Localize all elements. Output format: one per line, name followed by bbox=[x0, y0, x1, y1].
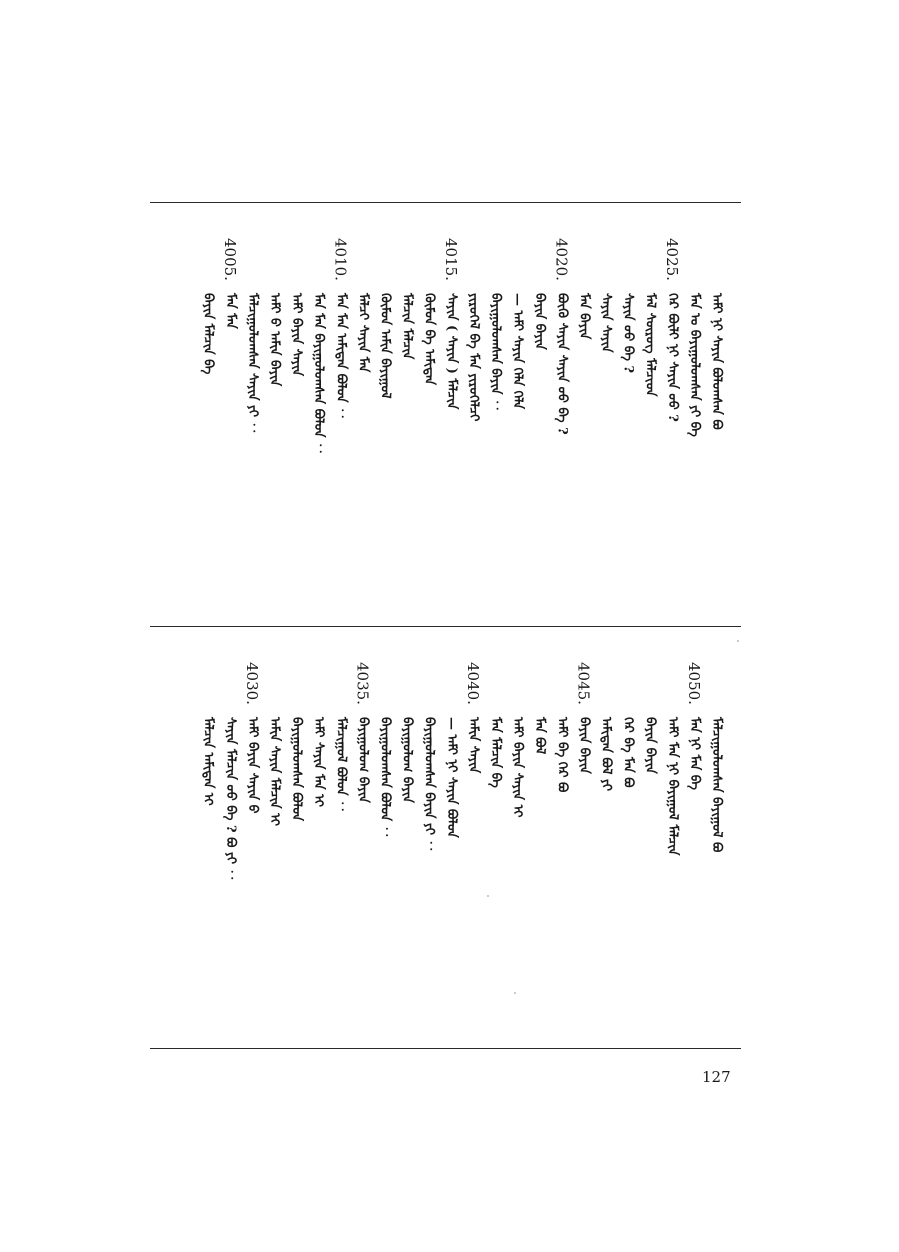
line-number: 4035. bbox=[353, 662, 372, 705]
verse-text: ᠭᠡᠷ ᠪᠠ ᠮᠠᠨ ᠪᠣ bbox=[620, 717, 636, 788]
print-speck bbox=[487, 895, 489, 897]
verse-text: ᠪᠠᠶᠢᠭᠤᠯᠤᠭᠰᠠᠨ ᠪᠣᠯᠤᠨ ︰ bbox=[377, 717, 393, 839]
verse-text: ᠮᠠᠨ ᠪᠣᠯ bbox=[532, 717, 548, 755]
line-number: 4030. bbox=[242, 662, 261, 705]
verse-text: ᠠᠮᠢ ᠮᠠᠨ ᠨᠢ ᠪᠠᠶᠢᠭᠤᠯ ᠮᠠᠯᠴᠢᠨ bbox=[664, 717, 680, 856]
print-speck bbox=[737, 640, 739, 642]
bottom-rule bbox=[150, 1048, 741, 1049]
verse-text: ᠮᠠᠯᠴᠢᠨ ᠮᠠᠯᠴᠢᠨ bbox=[399, 293, 415, 360]
verse-text: ᠮᠠᠨ ᠮᠠᠨ bbox=[222, 293, 238, 329]
verse-text: — ᠠᠮᠢ ᠰᠠᠶᠢᠨ ᠬᠡᠯᠡ ᠬᠡᠯᠡ bbox=[510, 293, 526, 410]
verse-text: — ᠠᠮᠢ ᠨᠢ ᠰᠠᠶᠢᠨ ᠪᠣᠯᠤᠨ bbox=[443, 717, 459, 838]
verse-text: ᠪᠠᠶᠢᠭᠤᠯᠤᠭ ᠪᠠᠶᠢᠨ bbox=[355, 717, 371, 803]
verse-text: ᠠᠮᠢ ᠰᠠᠶᠢᠨ ᠮᠠᠨ ᠢ bbox=[311, 717, 327, 808]
verse-text: ᠠᠮᠢ ᠪᠠ ᠭᠡᠷ ᠪᠣ bbox=[554, 717, 570, 793]
line-number: 4010. bbox=[331, 238, 350, 281]
verse-text: ᠬᠦᠮᠦᠨ ᠠᠮᠢᠨ ᠪᠠᠶᠢᠭᠤᠯ bbox=[377, 293, 393, 399]
top-rule bbox=[150, 202, 741, 203]
line-number: 4025. bbox=[662, 238, 681, 281]
verse-text: ᠠᠮᠢ ᠪᠠᠶᠢᠨ ᠰᠠᠶᠢᠨ ᠪ bbox=[244, 717, 260, 814]
verse-text: ᠮᠠᠯᠴᠢᠭᠤᠯᠤᠭᠰᠠᠨ ᠰᠠᠶᠢᠨ ᠶᠢ ︰ bbox=[244, 293, 260, 435]
verse-text: ᠪᠠᠶᠢᠨ ᠪᠠᠶᠢᠨ bbox=[532, 293, 548, 350]
verse-text: ᠠᠮᠢ ᠪ ᠠᠮᠢᠨ ᠪᠠᠶᠢᠨ bbox=[267, 293, 282, 387]
verse-text: ᠰᠠᠶᠢᠨ ᠤᠤ ᠪᠠ ? bbox=[620, 293, 636, 374]
verse-text: ᠮᠠᠨ ᠤ ᠪᠠᠶᠢᠭᠤᠯᠤᠭᠰᠠᠨ ᠶᠢ ᠪᠠ bbox=[686, 293, 702, 437]
verse-text: ᠮᠠᠯᠴᠢᠨ ᠠᠮᠢᠲᠠᠨ ᠢ bbox=[200, 717, 216, 806]
line-number: 4005. bbox=[220, 238, 239, 281]
verse-text: ᠠᠮᠢ ᠪᠠᠶᠢᠨ ᠰᠠᠶᠢᠨ ᠢ bbox=[510, 717, 526, 818]
verse-text: ᠠᠮᠢᠨ ᠰᠠᠶᠢᠨ bbox=[465, 717, 481, 774]
verse-text: ᠠᠮᠢᠨ ᠰᠠᠶᠢᠨ ᠮᠠᠯᠴᠢᠨ ᠢ bbox=[267, 717, 282, 827]
verse-text: ᠪᠦᠬᠦ ᠰᠠᠶᠢᠨ ᠰᠠᠶᠢᠨ ᠤᠤ ᠪᠠ ? bbox=[554, 293, 570, 435]
verse-text: ᠠᠮᠢ ᠨᠢ ᠰᠠᠶᠢᠨ ᠪᠣᠯᠤᠭᠰᠠᠨ ᠪᠣ bbox=[709, 293, 724, 430]
verse-text: ᠪᠠᠶᠢᠭᠤᠯᠤᠭᠰᠠᠨ ᠪᠠᠶᠢᠨ ︰ bbox=[488, 293, 503, 412]
verse-text: ᠮᠠᠯᠴᠢᠭᠤᠯᠤᠭᠰᠠᠨ ᠪᠠᠶᠢᠭᠤᠯ ᠪᠣ bbox=[709, 717, 724, 853]
verse-text: ᠠᠮᠢ ᠪᠠᠶᠢᠨ ᠰᠠᠶᠢᠨ bbox=[289, 293, 305, 377]
line-number: 4050. bbox=[684, 662, 703, 705]
verse-text: ᠮᠠᠨ ᠮᠠᠯᠴᠢᠨ ᠪᠠ bbox=[488, 717, 503, 788]
verse-text: ᠠᠮᠢᠲᠠᠨ ᠪᠣᠯ ᠶᠢ bbox=[598, 717, 614, 791]
verse-text: ᠮᠠᠯᠴᠢ ᠰᠠᠶᠢᠨ ᠮᠠᠨ bbox=[355, 293, 371, 373]
verse-text: ᠪᠠᠶᠢᠨ ᠪᠠᠶᠢᠨ bbox=[642, 717, 658, 774]
verse-text: ᠮᠠᠯ ᠰᠦᠷᠦᠭ ᠮᠠᠯᠴᠢᠳ bbox=[642, 293, 658, 397]
line-number: 4015. bbox=[441, 238, 460, 281]
verse-text: ᠮᠠᠨ ᠮᠠᠨ ᠪᠠᠶᠢᠭᠤᠯᠤᠭᠰᠠᠨ ᠪᠣᠯᠤᠨ ︰ bbox=[311, 293, 327, 455]
verse-text: ᠪᠠᠶᠢᠨ ᠮᠠᠯᠴᠢᠨ ᠪᠠ bbox=[200, 293, 216, 375]
verse-text: ᠮᠠᠯᠴᠢᠭᠤᠯ ᠪᠣᠯᠤᠨ ︰ bbox=[333, 717, 349, 814]
verse-text: ᠪᠠᠶᠢᠭᠤᠯᠤᠭᠰᠠᠨ ᠪᠠᠶᠢᠨ ᠶᠢ ︰ bbox=[421, 717, 437, 853]
verse-text: ᠭᠡᠷ ᠪᠦᠯᠢ ᠨᠢ ᠰᠠᠶᠢᠨ ᠤᠤ ? bbox=[664, 293, 680, 422]
line-number: 4020. bbox=[552, 238, 571, 281]
middle-rule bbox=[150, 626, 741, 627]
verse-text: ᠰᠠᠶᠢᠨ ( ᠰᠠᠶᠢᠨ ) ᠮᠠᠯᠴᠢᠨ bbox=[443, 293, 459, 410]
verse-text: ᠪᠠᠶᠢᠨ ᠪᠠᠶᠢᠨ bbox=[576, 717, 592, 774]
verse-text: ᠪᠠᠶᠢᠭᠤᠯᠤᠭ ᠪᠠᠶᠢᠨ bbox=[399, 717, 415, 803]
line-number: 4045. bbox=[574, 662, 593, 705]
line-number: 4040. bbox=[463, 662, 482, 705]
verse-text: ᠬᠦᠮᠦᠨ ᠪᠠ ᠠᠮᠢᠲᠠᠨ bbox=[421, 293, 437, 386]
verse-text: ᠮᠠᠨ ᠨᠢ ᠮᠠᠨ ᠪᠠ bbox=[686, 717, 702, 790]
verse-text: ᠪᠠᠶᠢᠭᠤᠯᠤᠭᠰᠠᠨ ᠪᠣᠯᠤᠨ bbox=[289, 717, 305, 822]
verse-text: ᠮᠠᠨ ᠪᠠᠶᠢᠨ bbox=[576, 293, 592, 340]
page-number: 127 bbox=[702, 1068, 731, 1086]
print-speck bbox=[514, 992, 516, 994]
verse-text: ᠰᠠᠶᠢᠨ ᠮᠠᠯᠴᠢᠨ ᠤᠤ ᠪᠠ ? ᠪᠣ ᠶᠢ ︰ bbox=[222, 717, 238, 882]
verse-text: ᠰᠠᠶᠢᠨ ᠰᠠᠶᠢᠨ bbox=[598, 293, 614, 353]
verse-text: ᠮᠠᠨ ᠮᠠᠨ ᠠᠮᠢᠲᠠᠨ ᠪᠣᠯᠤᠨ ︰ bbox=[333, 293, 349, 421]
verse-text: ᠶᠢᠷᠦᠭᠡᠯ ᠪᠠ ᠮᠠᠨ ᠶᠢᠷᠦᠭᠡᠯᠴᠢ bbox=[465, 293, 481, 422]
